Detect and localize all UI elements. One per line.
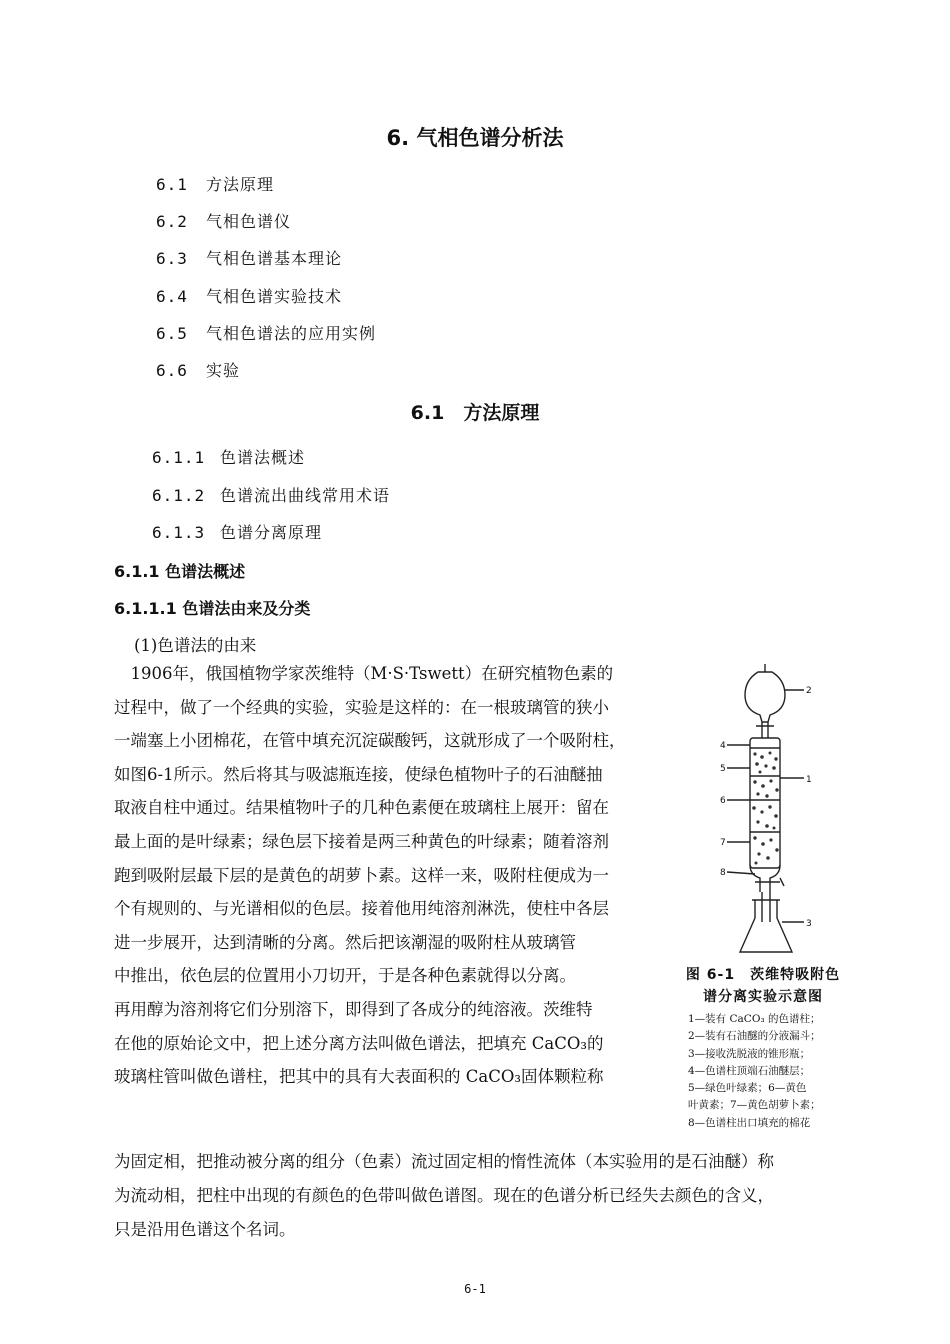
- legend-line: 叶黄素；7—黄色胡萝卜素；: [688, 1099, 821, 1112]
- tswett-apparatus-figure: [700, 660, 850, 960]
- subtoc-item: 6.1.1 色谱法概述: [152, 448, 306, 467]
- legend-line: 8—色谱柱出口填充的棉花: [688, 1116, 811, 1129]
- heading-6-1-1: 6.1.1 色谱法概述: [114, 562, 246, 581]
- text-line: 跑到吸附层最下层的是黄色的胡萝卜素。这样一来，吸附柱便成为一: [114, 865, 609, 885]
- toc-item: 6.3 气相色谱基本理论: [156, 249, 343, 268]
- text-line: 为固定相，把推动被分离的组分（色素）流过固定相的惰性流体（本实验用的是石油醚）称: [114, 1152, 774, 1171]
- legend-line: 3—接收洗脱液的锥形瓶；: [688, 1047, 811, 1060]
- page-title: 6. 气相色谱分析法: [386, 126, 564, 150]
- toc-item: 6.6 实验: [156, 361, 241, 380]
- body-paragraph: [114, 657, 689, 1094]
- figure-label: 8: [720, 868, 726, 878]
- text-line: 一端塞上小团棉花，在管中填充沉淀碳酸钙，这就形成了一个吸附柱，: [114, 731, 626, 751]
- text-line: 如图6-1所示。然后将其与吸滤瓶连接，使绿色植物叶子的石油醚抽: [114, 764, 603, 784]
- text-line: 再用醇为溶剂将它们分别溶下，即得到了各成分的纯溶液。茨维特: [114, 999, 593, 1019]
- figure-label: 4: [720, 741, 726, 751]
- toc-item: 6.4 气相色谱实验技术: [156, 287, 343, 306]
- text-line: 在他的原始论文中，把上述分离方法叫做色谱法，把填充 CaCO₃的: [114, 1033, 604, 1053]
- page-number: 6-1: [464, 1282, 486, 1296]
- figure-label: 6: [720, 796, 726, 806]
- text-line: 个有规则的、与光谱相似的色层。接着他用纯溶剂淋洗，使柱中各层: [114, 899, 609, 919]
- legend-line: 5—绿色叶绿素；6—黄色: [688, 1082, 807, 1095]
- legend-line: 4—色谱柱顶端石油醚层；: [688, 1064, 811, 1077]
- figure-legend: [688, 1011, 863, 1132]
- text-line: 进一步展开，达到清晰的分离。然后把该潮湿的吸附柱从玻璃管: [114, 932, 576, 952]
- toc-item: 6.1 方法原理: [156, 175, 275, 194]
- section-title: 6.1 方法原理: [410, 402, 540, 424]
- legend-line: 2—装有石油醚的分液漏斗；: [688, 1030, 821, 1043]
- heading-6-1-1-1: 6.1.1.1 色谱法由来及分类: [114, 599, 311, 618]
- toc-item: 6.2 气相色谱仪: [156, 212, 292, 231]
- subtoc-item: 6.1.2 色谱流出曲线常用术语: [152, 486, 391, 505]
- text-line: 最上面的是叶绿素；绿色层下接着是两三种黄色的叶绿素；随着溶剂: [114, 831, 609, 851]
- sub-heading: (1)色谱法的由来: [134, 636, 257, 655]
- text-line: 中推出，依色层的位置用小刀切开，于是各种色素就得以分离。: [114, 966, 576, 986]
- toc-item: 6.5 气相色谱法的应用实例: [156, 324, 377, 343]
- text-line: 为流动相，把柱中出现的有颜色的色带叫做色谱图。现在的色谱分析已经失去颜色的含义，: [114, 1186, 774, 1205]
- legend-line: 1—装有 CaCO₃ 的色谱柱；: [688, 1013, 821, 1025]
- figure-label: 2: [806, 686, 812, 696]
- figure-label: 3: [806, 919, 812, 929]
- text-line: 只是沿用色谱这个名词。: [114, 1220, 296, 1239]
- subtoc-item: 6.1.3 色谱分离原理: [152, 523, 323, 542]
- figure-label: 7: [720, 838, 726, 848]
- text-line: 取液自柱中通过。结果植物叶子的几种色素便在玻璃柱上展开：留在: [114, 798, 609, 818]
- figure-label: 1: [806, 775, 812, 785]
- figure-caption: 图 6-1 茨维特吸附色 谱分离实验示意图: [685, 967, 841, 1005]
- text-line: 1906年，俄国植物学家茨维特（M·S·Tswett）在研究植物色素的: [114, 664, 614, 683]
- text-line: 玻璃柱管叫做色谱柱，把其中的具有大表面积的 CaCO₃固体颗粒称: [114, 1067, 604, 1087]
- figure-label: 5: [720, 764, 726, 774]
- text-line: 过程中，做了一个经典的实验，实验是这样的：在一根玻璃管的狭小: [114, 697, 609, 717]
